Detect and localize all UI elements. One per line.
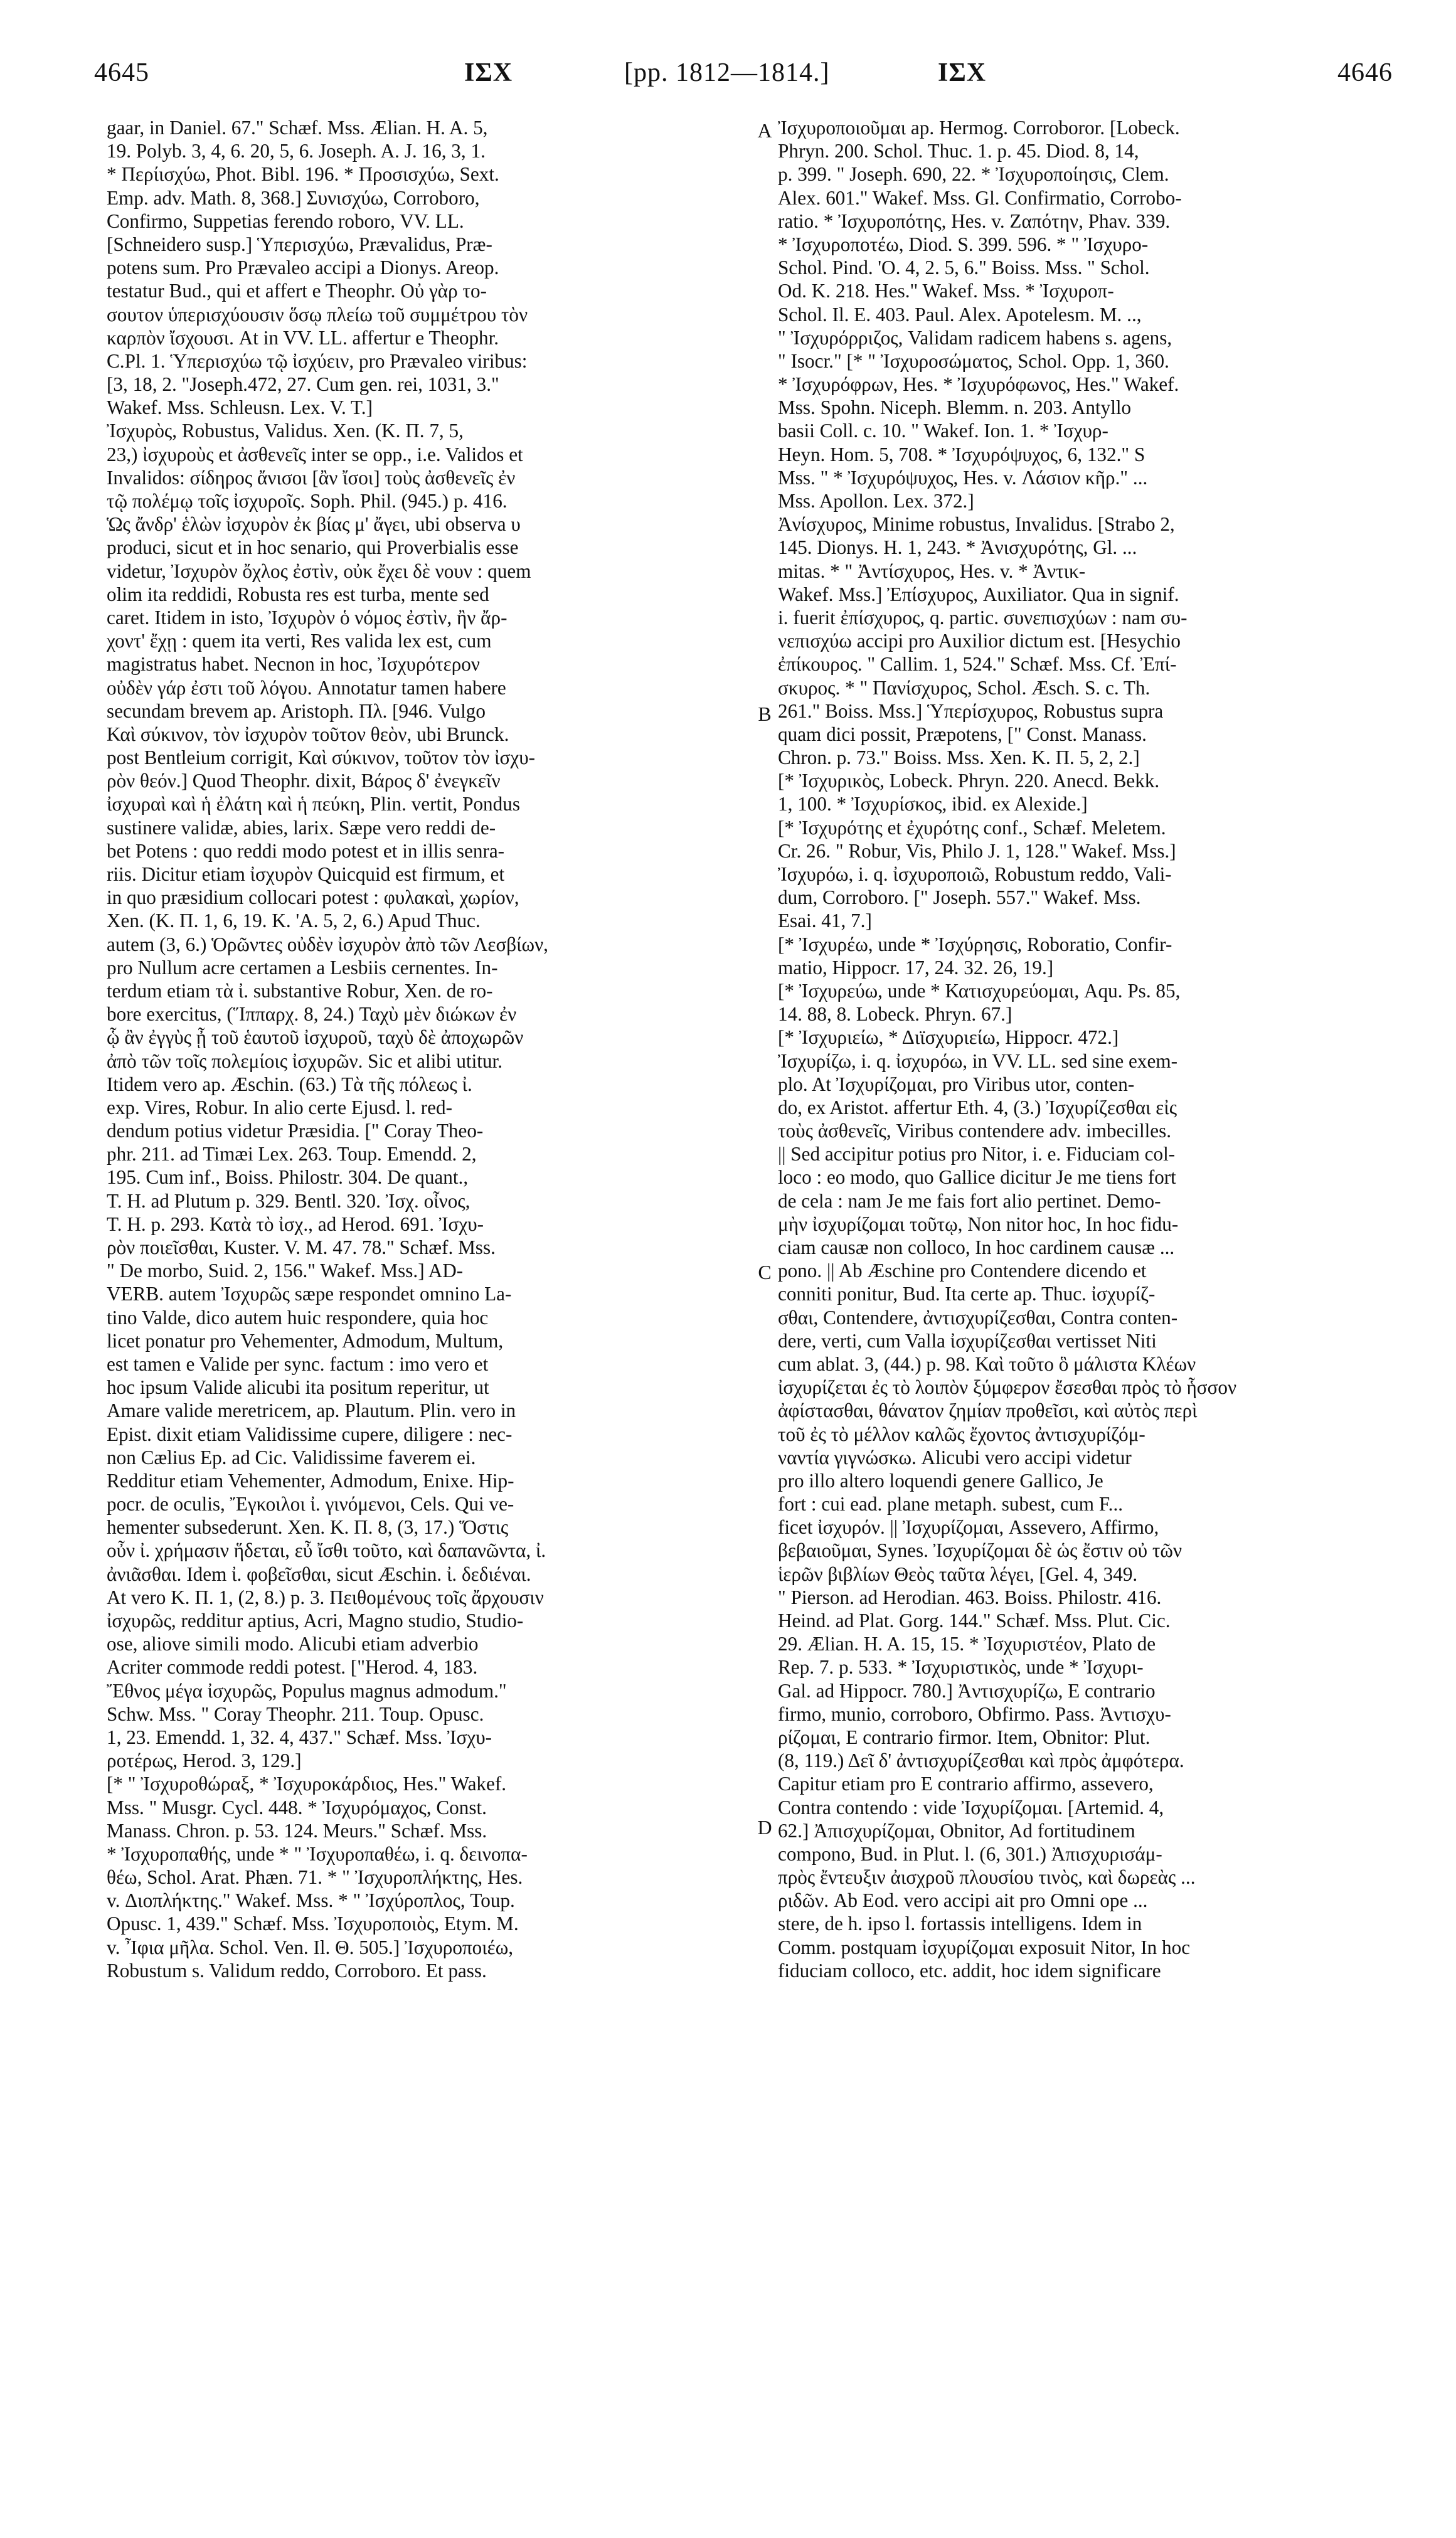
text-line: ἰσχυρῶς, redditur aptius, Acri, Magno studio, Studio- — [107, 1610, 524, 1632]
text-line: ficet ἰσχυρόν. || Ἰσχυρίζομαι, Assevero, Affirmo, — [778, 1516, 1159, 1539]
text-line: Καὶ σύκινον, τὸν ἰσχυρὸν τοῦτον θεὸν, ubi Brunck. — [107, 723, 509, 745]
text-line: " De morbo, Suid. 2, 156." Wakef. Mss.] AD- — [107, 1260, 464, 1282]
text-line: ἱερῶν βιβλίων Θεὸς ταῦτα λέγει, [Gel. 4, 349. — [778, 1563, 1138, 1585]
page-header — [94, 58, 1393, 102]
text-line: Ὡς ἄνδρ' ἑλὼν ἰσχυρὸν ἐκ βίας μ' ἄγει, ubi observa υ — [107, 513, 521, 536]
text-line: Contra contendo : vide Ἰσχυρίζομαι. [Artemid. 4, — [778, 1796, 1164, 1819]
text-line: ἀφίστασθαι, θάνατον ζημίαν προθεῖσι, καὶ αὐτὸς περὶ — [778, 1399, 1198, 1422]
text-line: phr. 211. ad Timæi Lex. 263. Toup. Emendd. 2, — [107, 1143, 477, 1165]
text-line: 23,) ἰσχυροὺς et ἀσθενεῖς inter se opp., i.e. Validos et — [107, 443, 523, 465]
text-line: ἀπὸ τῶν τοῖς πολεμίοις ἰσχυρῶν. Sic et alibi utitur. — [107, 1049, 502, 1072]
text-line: βεβαιοῦμαι, Synes. Ἰσχυρίζομαι δὲ ὡς ἔστιν οὐ τῶν — [778, 1539, 1182, 1562]
margin-letter-b: B — [758, 703, 772, 725]
page-range: [pp. 1812—1814.] — [624, 58, 830, 87]
text-line: plo. At Ἰσχυρίζομαι, pro Viribus utor, conten- — [778, 1073, 1135, 1095]
text-line: ratio. * Ἰσχυροπότης, Hes. v. Ζαπότην, Phav. 339. — [778, 210, 1171, 232]
text-line: olim ita reddidi, Robusta res est turba, mente sed — [107, 583, 489, 605]
text-line: [* Ἰσχυρεύω, unde * Κατισχυρεύομαι, Aqu. Ps. 85, — [778, 979, 1181, 1002]
right-page-number: 4646 — [1337, 58, 1393, 87]
text-line: ἀνιᾶσθαι. Idem ἰ. φοβεῖσθαι, sicut Æschin. ἰ. δεδιέναι. — [107, 1563, 531, 1585]
text-line: * Περίισχύω, Phot. Bibl. 196. * Προσισχύω, Sext. — [107, 163, 499, 186]
text-line: 62.] Ἀπισχυρίζομαι, Obnitor, Ad fortitudinem — [778, 1819, 1135, 1842]
text-line: pocr. de oculis, Ἔγκοιλοι ἰ. γινόμενοι, Cels. Qui ve- — [107, 1493, 514, 1516]
text-line: Ἰσχυρόω, i. q. ἰσχυροποιῶ, Robustum reddo, Vali- — [778, 863, 1172, 885]
text-line: [* Ἰσχυρέω, unde * Ἰσχύρησις, Roboratio, Confir- — [778, 933, 1172, 955]
text-line: mitas. * " Ἀντίσχυρος, Hes. v. * Ἀντικ- — [778, 560, 1086, 582]
text-line: Opusc. 1, 439." Schæf. Mss. Ἰσχυροποιὸς, Etym. M. — [107, 1913, 519, 1935]
text-line: 1, 23. Emendd. 1, 32. 4, 437." Schæf. Mss. Ἰσχυ- — [107, 1726, 492, 1748]
text-line: produci, sicut et in hoc senario, qui Proverbialis esse — [107, 536, 519, 559]
text-line: [Schneidero susp.] Ὑπερισχύω, Prævalidus, Præ- — [107, 233, 492, 255]
text-line: At vero K. Π. 1, (2, 8.) p. 3. Πειθομένους τοῖς ἄρχουσιν — [107, 1586, 544, 1608]
text-line: " Isocr." [* " Ἰσχυροσώματος, Schol. Opp. 1, 360. — [778, 349, 1169, 372]
text-line: Gal. ad Hippocr. 780.] Ἀντισχυρίζω, E contrario — [778, 1679, 1156, 1702]
margin-letter-c: C — [758, 1261, 772, 1283]
text-line: testatur Bud., qui et affert e Theophr. Οὐ γὰρ το- — [107, 280, 487, 302]
text-line: dum, Corroboro. [" Joseph. 557." Wakef. Mss. — [778, 886, 1141, 909]
text-line: τοῦ ἐς τὸ μέλλον καλῶς ἔχοντος ἀντισχυρίζόμ- — [778, 1423, 1145, 1445]
text-line: fiduciam colloco, etc. addit, hoc idem significare — [778, 1959, 1161, 1982]
text-line: καρπὸν ἴσχουσι. At in VV. LL. affertur e Theophr. — [107, 326, 499, 349]
text-line: hementer subsederunt. Xen. K. Π. 8, (3, 17.) Ὅστις — [107, 1516, 509, 1539]
text-line: [* Ἰσχυρότης et ἐχυρότης conf., Schæf. Meletem. — [778, 816, 1166, 839]
text-line: Ἔθνος μέγα ἰσχυρῶς, Populus magnus admodum." — [107, 1679, 507, 1702]
text-line: exp. Vires, Robur. In alio certe Ejusd. l. red- — [107, 1096, 452, 1118]
text-line: Mss. Spohn. Niceph. Blemm. n. 203. Antyllo — [778, 396, 1132, 419]
text-line: νεπισχύω accipi pro Auxilior dictum est. [Hesychio — [778, 630, 1181, 652]
text-line: Manass. Chron. p. 53. 124. Meurs." Schæf. Mss. — [107, 1819, 487, 1842]
text-line: non Cælius Ep. ad Cic. Validissime faverem ei. — [107, 1446, 476, 1468]
text-line: ose, aliove simili modo. Alicubi etiam adverbio — [107, 1633, 479, 1655]
text-line: compono, Bud. in Plut. l. (6, 301.) Ἀπισχυρισάμ- — [778, 1842, 1162, 1865]
text-line: dere, verti, cum Valla ἰσχυρίζεσθαι vertisset Niti — [778, 1329, 1157, 1352]
text-line: VERB. autem Ἰσχυρῶς sæpe respondet omnino La- — [107, 1283, 512, 1305]
text-line: caret. Itidem in isto, Ἰσχυρὸν ὁ νόμος ἐστὶν, ἢν ἄρ- — [107, 606, 507, 629]
text-line: [* " Ἰσχυροθώραξ, * Ἰσχυροκάρδιος, Hes." Wakef. — [107, 1773, 507, 1795]
text-line: est tamen e Valide per sync. factum : imo vero et — [107, 1352, 489, 1375]
text-line: T. H. p. 293. Κατὰ τὸ ἰσχ., ad Herod. 691. Ἰσχυ- — [107, 1213, 484, 1235]
text-line: * Ἰσχυροποτέω, Diod. S. 399. 596. * " Ἰσχυρο- — [778, 233, 1149, 255]
text-line: sustinere validæ, abies, larix. Sæpe vero reddi de- — [107, 816, 496, 839]
text-line: Esai. 41, 7.] — [778, 910, 872, 932]
text-line: ἰσχυραὶ καὶ ἡ ἐλάτη καὶ ἡ πεύκη, Plin. vertit, Pondus — [107, 793, 520, 815]
text-line: Itidem vero ap. Æschin. (63.) Τὰ τῆς πόλεως ἰ. — [107, 1073, 472, 1095]
text-line: videtur, Ἰσχυρὸν ὄχλος ἐστὶν, οὐκ ἔχει δὲ νουν : quem — [107, 560, 531, 582]
text-line: de cela : nam Je me fais fort alio pertinet. Demo- — [778, 1189, 1161, 1212]
text-line: (8, 119.) Δεῖ δ' ἀντισχυρίζεσθαι καὶ πρὸς ἀμφότερα. — [778, 1750, 1184, 1772]
text-line: magistratus habet. Necnon in hoc, Ἰσχυρότερον — [107, 653, 480, 676]
text-line: in quo præsidium collocari potest : φυλακαὶ, χωρίον, — [107, 886, 519, 909]
text-line: 29. Ælian. H. A. 15, 15. * Ἰσχυριστέον, Plato de — [778, 1633, 1156, 1655]
text-line: Comm. postquam ἰσχυρίζομαι exposuit Nitor, In hoc — [778, 1936, 1191, 1958]
text-line: Rep. 7. p. 533. * Ἰσχυριστικὸς, unde * Ἰσχυρι- — [778, 1656, 1144, 1679]
text-line: Schol. Pind. 'O. 4, 2. 5, 6." Boiss. Mss. " Schol. — [778, 257, 1150, 279]
text-line: ναντία γιγνώσκω. Alicubi vero accipi videtur — [778, 1446, 1132, 1468]
text-line: autem (3, 6.) Ὁρῶντες οὐδὲν ἰσχυρὸν ἀπὸ τῶν Λεσβίων, — [107, 933, 548, 955]
text-line: do, ex Aristot. affertur Eth. 4, (3.) Ἰσχυρίζεσθαι εἰς — [778, 1096, 1177, 1118]
text-line: Od. K. 218. Hes." Wakef. Mss. * Ἰσχυροπ- — [778, 280, 1114, 302]
text-line: hoc ipsum Valide alicubi ita positum reperitur, ut — [107, 1376, 489, 1399]
text-line: ρὸν ποιεῖσθαι, Kuster. V. M. 47. 78." Schæf. Mss. — [107, 1236, 496, 1258]
text-line: μὴν ἰσχυρίζομαι τοῦτῳ, Non nitor hoc, In hoc fidu- — [778, 1213, 1179, 1235]
text-line: Capitur etiam pro E contrario affirmo, assevero, — [778, 1773, 1154, 1795]
text-line: σθαι, Contendere, ἀντισχυρίζεσθαι, Contra conten- — [778, 1306, 1178, 1329]
text-line: ρὸν θεόν.] Quod Theophr. dixit, Βάρος δ' ἐνεγκεῖν — [107, 770, 501, 792]
text-line: 14. 88, 8. Lobeck. Phryn. 67.] — [778, 1003, 1012, 1026]
text-line: οὖν ἰ. χρήμασιν ἥδεται, εὖ ἴσθι τοῦτο, καὶ δαπανῶντα, ἰ. — [107, 1539, 546, 1562]
text-line: τοὺς ἀσθενεῖς, Viribus contendere adv. imbecilles. — [778, 1120, 1172, 1142]
text-line: τῷ πολέμῳ τοῖς ἰσχυροῖς. Soph. Phil. (945.) p. 416. — [107, 490, 507, 512]
text-line: Robustum s. Validum reddo, Corroboro. Et pass. — [107, 1959, 487, 1982]
text-line: Ἰσχυρὸς, Robustus, Validus. Xen. (K. Π. 7, 5, — [107, 420, 464, 442]
right-column — [778, 116, 1418, 2519]
text-line: Wakef. Mss. Schleusn. Lex. V. T.] — [107, 396, 373, 419]
text-line: terdum etiam τὰ ἰ. substantive Robur, Xen. de ro- — [107, 979, 493, 1002]
text-line: cum ablat. 3, (44.) p. 98. Καὶ τοῦτο ὃ μάλιστα Κλέων — [778, 1352, 1196, 1375]
text-line: tino Valde, dico autem huic respondere, quia hoc — [107, 1306, 489, 1329]
text-line: Phryn. 200. Schol. Thuc. 1. p. 45. Diod. 8, 14, — [778, 140, 1139, 162]
text-line: pono. || Ab Æschine pro Contendere dicendo et — [778, 1260, 1147, 1282]
text-line: Ἰσχυροποιοῦμαι ap. Hermog. Corroboror. [Lobeck. — [778, 117, 1180, 139]
text-line: basii Coll. c. 10. " Wakef. Ion. 1. * Ἰσχυρ- — [778, 420, 1108, 442]
text-line: T. H. ad Plutum p. 329. Bentl. 320. Ἰσχ. οἶνος, — [107, 1189, 470, 1212]
text-line: Redditur etiam Vehementer, Admodum, Enixe. Hip- — [107, 1469, 514, 1492]
text-line: i. fuerit ἐπίσχυρος, q. partic. συνεπισχύων : nam συ- — [778, 606, 1188, 629]
text-line: Epist. dixit etiam Validissime cupere, diligere : nec- — [107, 1423, 513, 1445]
text-line: ciam causæ non colloco, In hoc cardinem causæ ... — [778, 1236, 1175, 1258]
text-line: Wakef. Mss.] Ἐπίσχυρος, Auxiliator. Qua in signif. — [778, 583, 1179, 605]
text-line: " Ἰσχυρόρριζος, Validam radicem habens s. agens, — [778, 326, 1172, 349]
text-line: ᾧ ἂν ἐγγὺς ᾖ τοῦ ἑαυτοῦ ἰσχυροῦ, ταχὺ δὲ ἀποχωρῶν — [107, 1026, 524, 1049]
text-line: ριδῶν. Ab Eod. vero accipi ait pro Omni ope ... — [778, 1889, 1148, 1912]
text-line: secundam brevem ap. Aristoph. Πλ. [946. Vulgo — [107, 699, 486, 722]
text-line: Heind. ad Plat. Gorg. 144." Schæf. Mss. Plut. Cic. — [778, 1610, 1171, 1632]
text-line: firmo, munio, corroboro, Obfirmo. Pass. Ἀντισχυ- — [778, 1702, 1171, 1725]
right-keyword: ΙΣΧ — [938, 58, 987, 87]
text-line: Mss. " Musgr. Cycl. 448. * Ἰσχυρόμαχος, Const. — [107, 1796, 487, 1819]
text-line: Confirmo, Suppetias ferendo roboro, VV. LL. — [107, 210, 464, 232]
text-line: " Pierson. ad Herodian. 463. Boiss. Philostr. 416. — [778, 1586, 1162, 1608]
text-line: loco : eo modo, quo Gallice dicitur Je me tiens fort — [778, 1166, 1176, 1189]
text-line: potens sum. Pro Prævaleo accipi a Dionys. Areop. — [107, 257, 499, 279]
text-line: v. Διοπλήκτης." Wakef. Mss. * " Ἰσχύροπλος, Toup. — [107, 1889, 515, 1912]
text-line: σουτον ὑπερισχύουσιν ὅσῳ πλείω τοῦ συμμέτρου τὸν — [107, 303, 528, 326]
text-line: 19. Polyb. 3, 4, 6. 20, 5, 6. Joseph. A. J. 16, 3, 1. — [107, 140, 486, 162]
text-line: Schw. Mss. " Coray Theophr. 211. Toup. Opusc. — [107, 1702, 484, 1725]
left-page-number: 4645 — [94, 58, 149, 87]
text-line: 195. Cum inf., Boiss. Philostr. 304. De quant., — [107, 1166, 469, 1189]
text-line: Chron. p. 73." Boiss. Mss. Xen. K. Π. 5, 2, 2.] — [778, 746, 1140, 769]
text-line: v. Ἶφια μῆλα. Schol. Ven. Il. Θ. 505.] Ἰσχυροποιέω, — [107, 1936, 514, 1958]
text-line: dendum potius videtur Præsidia. [" Coray Theo- — [107, 1120, 484, 1142]
text-line: Acriter commode reddi potest. ["Herod. 4, 183. — [107, 1656, 478, 1679]
text-line: riis. Dicitur etiam ἰσχυρὸν Quicquid est firmum, et — [107, 863, 505, 885]
text-line: C.Pl. 1. Ὑπερισχύω τῷ ἰσχύειν, pro Prævaleo viribus: — [107, 349, 528, 372]
text-line: θέω, Schol. Arat. Phæn. 71. * " Ἰσχυροπλήκτης, Hes. — [107, 1866, 523, 1889]
text-line: οὐδὲν γάρ ἐστι τοῦ λόγου. Annotatur tamen habere — [107, 676, 506, 699]
text-line: 261." Boiss. Mss.] Ὑπερίσχυρος, Robustus supra — [778, 699, 1164, 722]
left-column — [107, 116, 747, 2519]
margin-letter-d: D — [757, 1816, 772, 1839]
text-line: matio, Hippocr. 17, 24. 32. 26, 19.] — [778, 956, 1054, 979]
text-line: Cr. 26. " Robur, Vis, Philo J. 1, 128." Wakef. Mss.] — [778, 839, 1176, 862]
text-line: bet Potens : quo reddi modo potest et in illis senra- — [107, 839, 505, 862]
text-line: ρίζομαι, E contrario firmor. Item, Obnitor: Plut. — [778, 1726, 1150, 1748]
text-line: pro Nullum acre certamen a Lesbiis cernentes. In- — [107, 956, 498, 979]
left-keyword: ΙΣΧ — [464, 58, 513, 87]
text-line: Mss. Apollon. Lex. 372.] — [778, 490, 974, 512]
text-line: Ἀνίσχυρος, Minime robustus, Invalidus. [Strabo 2, — [778, 513, 1175, 536]
text-line: stere, de h. ipso l. fortassis intelligens. Idem in — [778, 1913, 1142, 1935]
text-line: Amare valide meretricem, ap. Plautum. Plin. vero in — [107, 1399, 516, 1422]
text-line: Invalidos: σίδηρος ἄνισοι [ἂν ἴσοι] τοὺς ἀσθενεῖς ἐν — [107, 466, 516, 489]
text-line: licet ponatur pro Vehementer, Admodum, Multum, — [107, 1329, 504, 1352]
text-line: * Ἰσχυροπαθής, unde * " Ἰσχυροπαθέω, i. q. δεινοπα- — [107, 1842, 528, 1865]
text-line: Ἰσχυρίζω, i. q. ἰσχυρόω, in VV. LL. sed sine exem- — [778, 1049, 1177, 1072]
text-line: * Ἰσχυρόφρων, Hes. * Ἰσχυρόφωνος, Hes." Wakef. — [778, 373, 1179, 396]
text-line: Xen. (K. Π. 1, 6, 19. K. 'A. 5, 2, 6.) Apud Thuc. — [107, 910, 481, 932]
text-line: σκυρος. * " Πανίσχυρος, Schol. Æsch. S. c. Th. — [778, 676, 1150, 699]
text-line: quam dici possit, Præpotens, [" Const. Manass. — [778, 723, 1147, 745]
text-line: fort : cui ead. plane metaph. subest, cum F... — [778, 1493, 1124, 1516]
text-line: 1, 100. * Ἰσχυρίσκος, ibid. ex Alexide.] — [778, 793, 1088, 815]
text-line: Schol. Il. E. 403. Paul. Alex. Apotelesm. M. .., — [778, 303, 1142, 326]
text-line: Emp. adv. Math. 8, 368.] Συνισχύω, Corroboro, — [107, 186, 480, 209]
text-line: Heyn. Hom. 5, 708. * Ἰσχυρόψυχος, 6, 132." S — [778, 443, 1145, 465]
text-line: 145. Dionys. H. 1, 243. * Ἀνισχυρότης, Gl. ... — [778, 536, 1137, 559]
text-line: p. 399. " Joseph. 690, 22. * Ἰσχυροποίησις, Clem. — [778, 163, 1169, 186]
text-line: πρὸς ἔντευξιν ἀισχροῦ πλουσίου τινὸς, καὶ δωρεὰς ... — [778, 1866, 1196, 1889]
text-line: post Bentleium corrigit, Καὶ σύκινον, τοῦτον τὸν ἰσχυ- — [107, 746, 536, 769]
text-line: || Sed accipitur potius pro Nitor, i. e. Fiduciam col- — [778, 1143, 1176, 1165]
text-line: gaar, in Daniel. 67." Schæf. Mss. Ælian. H. A. 5, — [107, 117, 488, 139]
text-line: pro illo altero loquendi genere Gallico, Je — [778, 1469, 1103, 1492]
text-line: ροτέρως, Herod. 3, 129.] — [107, 1750, 302, 1772]
text-line: ἐπίκουρος. " Callim. 1, 524." Schæf. Mss. Cf. Ἐπί- — [778, 653, 1177, 676]
text-line: Mss. " * Ἰσχυρόψυχος, Hes. v. Λάσιον κῆρ." ... — [778, 466, 1148, 489]
text-line: bore exercitus, (Ἵππαρχ. 8, 24.) Ταχὺ μὲν διώκων ἐν — [107, 1003, 517, 1026]
text-line: conniti ponitur, Bud. Ita certe ap. Thuc. ἰσχυρίζ- — [778, 1283, 1156, 1305]
text-line: [3, 18, 2. "Joseph.472, 27. Cum gen. rei, 1031, 3." — [107, 373, 499, 396]
text-line: χοντ' ἔχῃ : quem ita verti, Res valida lex est, cum — [107, 630, 492, 652]
text-line: ἰσχυρίζεται ἐς τὸ λοιπὸν ξύμφερον ἔσεσθαι πρὸς τὸ ἧσσον — [778, 1376, 1237, 1399]
margin-letter-a: A — [757, 119, 772, 142]
text-line: [* Ἰσχυρικὸς, Lobeck. Phryn. 220. Anecd. Bekk. — [778, 770, 1160, 792]
text-line: Alex. 601." Wakef. Mss. Gl. Confirmatio, Corrobo- — [778, 186, 1182, 209]
text-line: [* Ἰσχυριείω, * Διϊσχυριείω, Hippocr. 472.] — [778, 1026, 1119, 1049]
